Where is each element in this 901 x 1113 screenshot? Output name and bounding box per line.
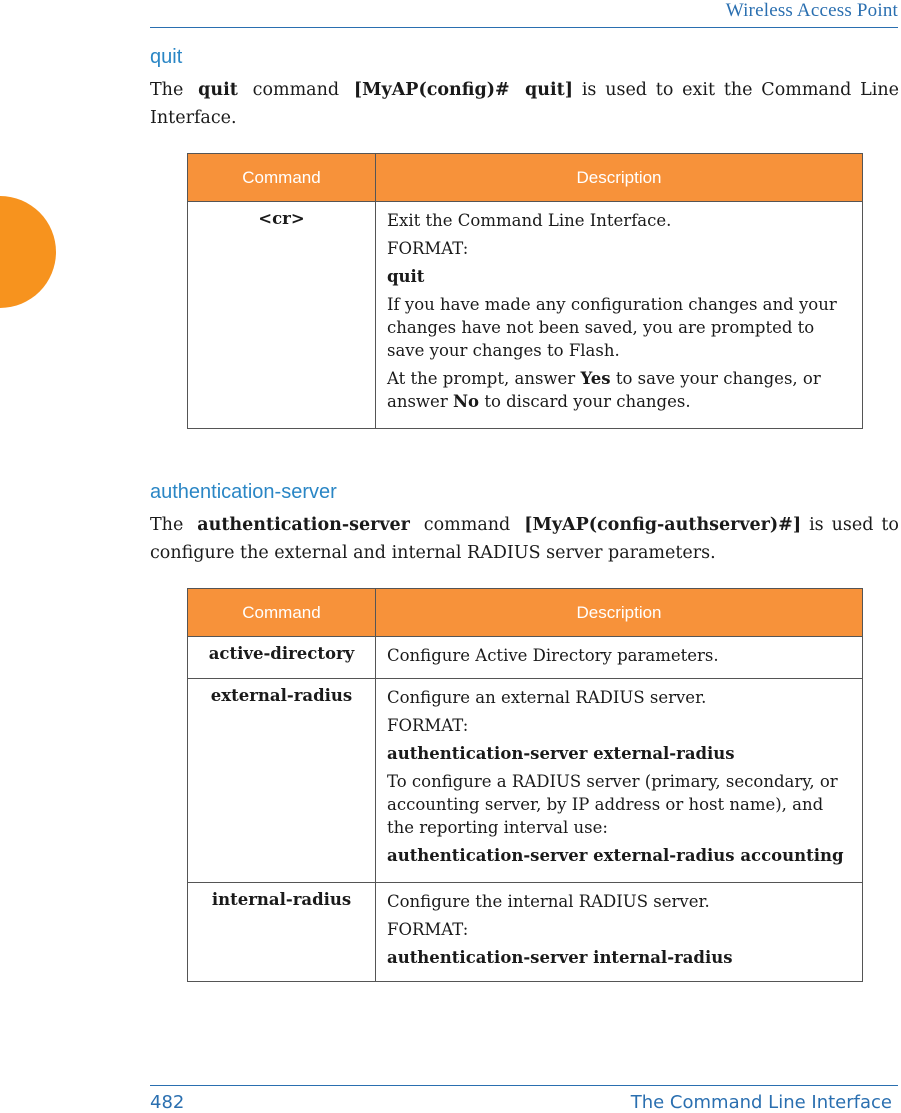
page-footer: [150, 1085, 898, 1111]
chapter-tab-marker: [0, 196, 56, 308]
format-label: FORMAT:: [387, 920, 469, 939]
description-cell: [376, 637, 863, 679]
column-header-command: Command: [188, 154, 376, 202]
format-label: FORMAT:: [387, 716, 469, 735]
auth-heading: authentication-server: [150, 481, 337, 503]
command-cell: <cr>: [188, 202, 376, 429]
description-line: Configure Active Directory parameters.: [387, 646, 719, 665]
description-cell: [376, 202, 863, 429]
command-cell: external-radius: [188, 679, 376, 883]
table-header-row: [188, 589, 863, 637]
table-row: [188, 637, 863, 679]
description-line: Configure the internal RADIUS server.: [387, 892, 710, 911]
table-row: [188, 883, 863, 982]
format-syntax: authentication-server internal-radius: [387, 948, 733, 967]
command-cell: internal-radius: [188, 883, 376, 982]
description-cell: [376, 679, 863, 883]
command-cell: active-directory: [188, 637, 376, 679]
column-header-command: Command: [188, 589, 376, 637]
format-syntax: authentication-server external-radius: [387, 744, 735, 763]
format-label: FORMAT:: [387, 239, 469, 258]
format-syntax: quit: [387, 267, 425, 286]
description-line: Configure an external RADIUS server.: [387, 688, 707, 707]
format-syntax: authentication-server external-radius accounting: [387, 846, 844, 865]
table-row: [188, 679, 863, 883]
page-number: 482: [150, 1092, 185, 1113]
table-header-row: [188, 154, 863, 202]
quit-description: The quit command [MyAP(config)# quit] is used to exit the Command Line Interface.: [150, 80, 899, 128]
description-note: To configure a RADIUS server (primary, secondary, or accounting server, by IP address or host name), and the reporting interval use:: [387, 772, 838, 837]
auth-description: The authentication-server command [MyAP(config-authserver)#] is used to configure the external and internal RADIUS server parameters.: [150, 515, 899, 563]
table-row: [188, 202, 863, 429]
column-header-description: Description: [376, 589, 863, 637]
column-header-description: Description: [376, 154, 863, 202]
header-title: Wireless Access Point: [725, 0, 898, 21]
description-cell: [376, 883, 863, 982]
quit-command-table: [187, 153, 863, 429]
description-line: Exit the Command Line Interface.: [387, 211, 672, 230]
page-header: [150, 0, 898, 28]
description-note: If you have made any configuration changes and your changes have not been saved, you are prompted to save your changes to Flash.: [387, 295, 837, 360]
quit-heading: quit: [150, 46, 183, 68]
auth-command-table: [187, 588, 863, 982]
prompt-note: At the prompt, answer Yes to save your changes, or answer No to discard your changes.: [387, 369, 821, 411]
footer-section-title: The Command Line Interface: [630, 1092, 892, 1113]
